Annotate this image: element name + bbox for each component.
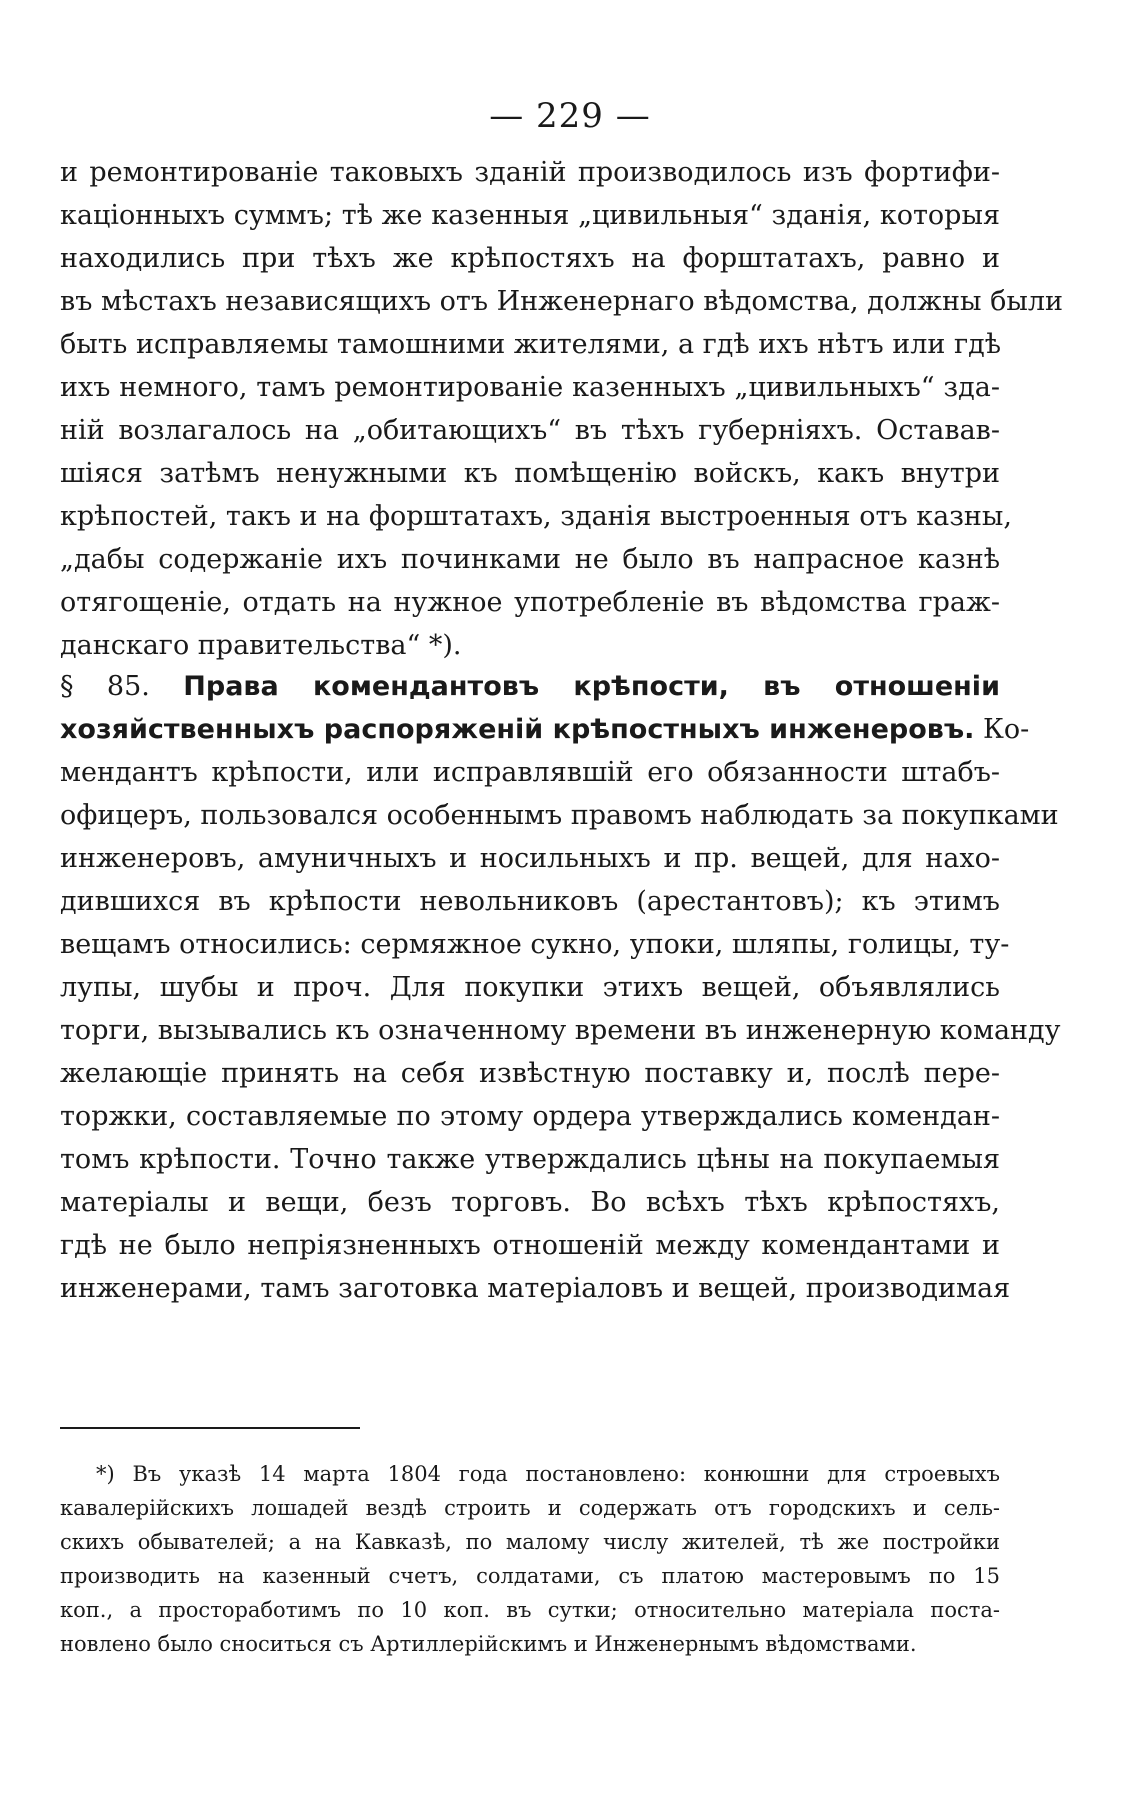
- text-line: отягощеніе, отдать на нужное употребленіе въ вѣдомства граж-: [60, 587, 1000, 618]
- text-line: и ремонтированіе таковыхъ зданій производилось изъ фортифи-: [60, 157, 1000, 188]
- text-line: инженерами, тамъ заготовка матеріаловъ и вещей, производимая: [60, 1273, 1011, 1304]
- section-heading-line-1: [60, 665, 1000, 708]
- section-body-start: Ко-: [983, 714, 1030, 745]
- footnote: [60, 1457, 1000, 1661]
- text-line: лупы, шубы и проч. Для покупки этихъ вещей, объявлялись: [60, 972, 1000, 1003]
- text-line: находились при тѣхъ же крѣпостяхъ на форштатахъ, равно и: [60, 243, 1000, 274]
- footnote-line: коп., а простоработимъ по 10 коп. въ сутки; относительно матеріала поста-: [60, 1598, 1000, 1622]
- text-line: матеріалы и вещи, безъ торговъ. Во всѣхъ тѣхъ крѣпостяхъ,: [60, 1187, 1000, 1218]
- footnote-line: скихъ обывателей; а на Кавказѣ, по малому числу жителей, тѣ же постройки: [60, 1530, 1000, 1554]
- section-85: [60, 665, 1061, 1310]
- text-line: вещамъ относились: сермяжное сукно, упоки, шляпы, голицы, ту-: [60, 929, 1010, 960]
- text-line: дившихся въ крѣпости невольниковъ (арестантовъ); къ этимъ: [60, 886, 1000, 917]
- text-line: данскаго правительства“ *).: [60, 630, 462, 661]
- footnote-line: *) Въ указѣ 14 марта 1804 года постановлено: конюшни для строевыхъ: [96, 1462, 1000, 1486]
- text-line: ихъ немного, тамъ ремонтированіе казенныхъ „цивильныхъ“ зда-: [60, 372, 1000, 403]
- text-line: офицеръ, пользовался особеннымъ правомъ наблюдать за покупками: [60, 800, 1059, 831]
- section-heading-title-cont: хозяйственныхъ распоряженій крѣпостныхъ инженеровъ.: [60, 714, 975, 745]
- paragraph-1: [60, 151, 1063, 667]
- text-line: ній возлагалось на „обитающихъ“ въ тѣхъ губерніяхъ. Оставав-: [60, 415, 1000, 446]
- text-line: каціонныхъ суммъ; тѣ же казенныя „цивильныя“ зданія, которыя: [60, 200, 1000, 231]
- text-line: желающіе принять на себя извѣстную поставку и, послѣ пере-: [60, 1058, 1000, 1089]
- text-line: въ мѣстахъ независящихъ отъ Инженернаго вѣдомства, должны были: [60, 286, 1063, 317]
- text-line: торжки, составляемые по этому ордера утверждались комендан-: [60, 1101, 1000, 1132]
- footnote-line: производить на казенный счетъ, солдатами, съ платою мастеровымъ по 15: [60, 1564, 1000, 1588]
- footnote-line: кавалерійскихъ лошадей вездѣ строить и содержать отъ городскихъ и сель-: [60, 1496, 1000, 1520]
- text-line: быть исправляемы тамошними жителями, а гдѣ ихъ нѣтъ или гдѣ: [60, 329, 1002, 360]
- footnote-divider: [60, 1427, 360, 1429]
- text-line: томъ крѣпости. Точно также утверждались цѣны на покупаемыя: [60, 1144, 1000, 1175]
- text-line: инженеровъ, амуничныхъ и носильныхъ и пр. вещей, для нахо-: [60, 843, 1000, 874]
- text-line: шіяся затѣмъ ненужными къ помѣщенію войскъ, какъ внутри: [60, 458, 1000, 489]
- text-line: „дабы содержаніе ихъ починками не было въ напрасное казнѣ: [60, 544, 1000, 575]
- page-number: — 229 —: [489, 96, 651, 136]
- footnote-line: новлено было сноситься съ Артиллерійскимъ и Инженернымъ вѣдомствами.: [60, 1632, 917, 1656]
- text-line: мендантъ крѣпости, или исправлявшій его обязанности штабъ-: [60, 757, 1000, 788]
- section-number: § 85.: [60, 671, 150, 702]
- section-heading-line-2: [60, 708, 1030, 751]
- text-line: торги, вызывались къ означенному времени въ инженерную команду: [60, 1015, 1061, 1046]
- text-line: гдѣ не было непріязненныхъ отношеній между комендантами и: [60, 1230, 1000, 1261]
- text-line: крѣпостей, такъ и на форштатахъ, зданія выстроенныя отъ казны,: [60, 501, 1013, 532]
- section-heading-title: Права комендантовъ крѣпости, въ отношеніи: [183, 671, 1000, 702]
